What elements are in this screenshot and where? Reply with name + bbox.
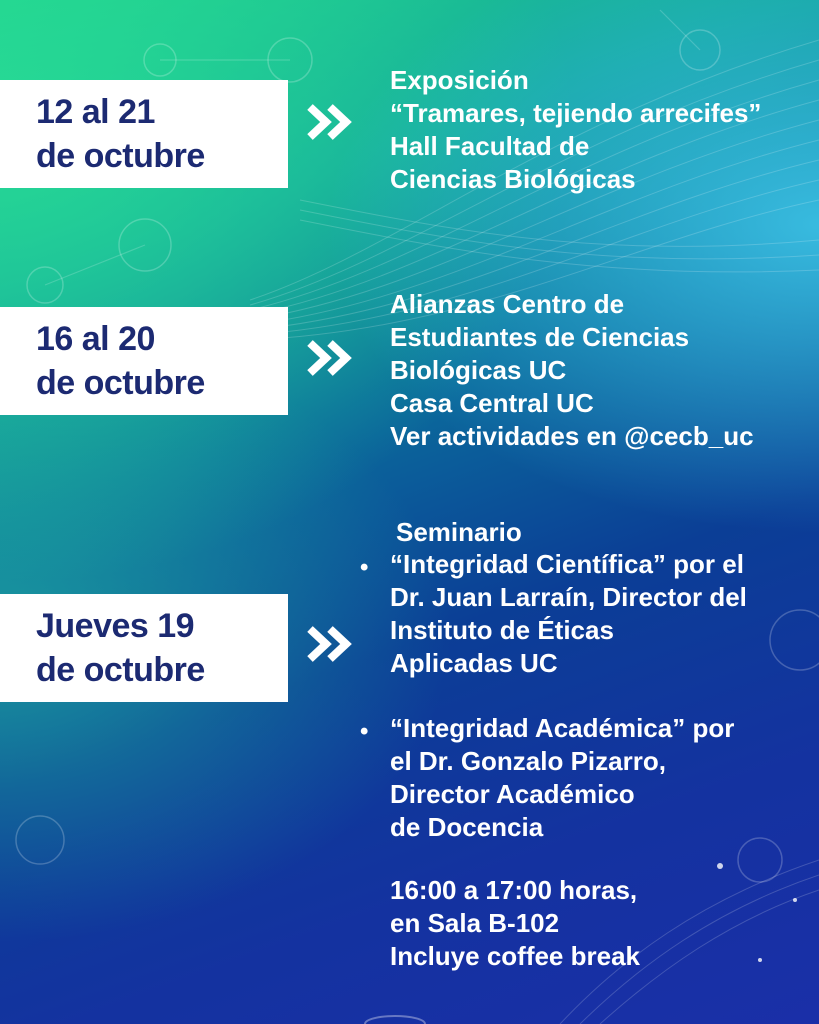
event-2-line: Estudiantes de Ciencias [390, 322, 690, 352]
event-1-line: Exposición [390, 65, 529, 95]
seminar-talk-1 [390, 548, 747, 680]
date-box-1 [0, 80, 288, 188]
event-1-line: Ciencias Biológicas [390, 164, 636, 194]
seminar-title: Seminario [396, 517, 522, 547]
event-1-line: “Tramares, tejiendo arrecifes” [390, 98, 762, 128]
double-chevron-right-icon [306, 624, 354, 664]
talk-1-line: Aplicadas UC [390, 648, 558, 678]
talk-1-line: Dr. Juan Larraín, Director del [390, 582, 747, 612]
logistics-line: en Sala B-102 [390, 908, 560, 938]
date-line-1: Jueves 19 [36, 607, 195, 645]
date-line-2: de octubre [36, 137, 205, 175]
talk-2-line: el Dr. Gonzalo Pizarro, [390, 746, 666, 776]
date-box-3 [0, 594, 288, 702]
seminar-logistics [390, 874, 640, 973]
talk-2-line: “Integridad Académica” por [390, 713, 735, 743]
double-chevron-right-icon [306, 338, 354, 378]
event-2-line: Alianzas Centro de [390, 289, 625, 319]
seminar-talk-2 [390, 712, 734, 844]
talk-2-line: Director Académico [390, 779, 635, 809]
event-2-details [390, 288, 754, 453]
bullet-dot-icon: • [360, 554, 369, 581]
date-line-1: 16 al 20 [36, 320, 155, 358]
double-chevron-right-icon [306, 102, 354, 142]
date-line-2: de octubre [36, 651, 205, 689]
event-2-line: Casa Central UC [390, 388, 594, 418]
event-1-line: Hall Facultad de [390, 131, 590, 161]
bullet-dot-icon: • [360, 718, 369, 745]
event-1-details [390, 64, 761, 196]
talk-1-line: Instituto de Éticas [390, 615, 614, 645]
talk-2-line: de Docencia [390, 812, 544, 842]
logistics-line: 16:00 a 17:00 horas, [390, 875, 638, 905]
seminar-heading [396, 516, 522, 549]
talk-1-line: “Integridad Científica” por el [390, 549, 744, 579]
event-2-line: Ver actividades en @cecb_uc [390, 421, 754, 451]
date-line-2: de octubre [36, 364, 205, 402]
date-box-2 [0, 307, 288, 415]
event-2-line: Biológicas UC [390, 355, 567, 385]
date-line-1: 12 al 21 [36, 93, 155, 131]
logistics-line: Incluye coffee break [390, 941, 640, 971]
